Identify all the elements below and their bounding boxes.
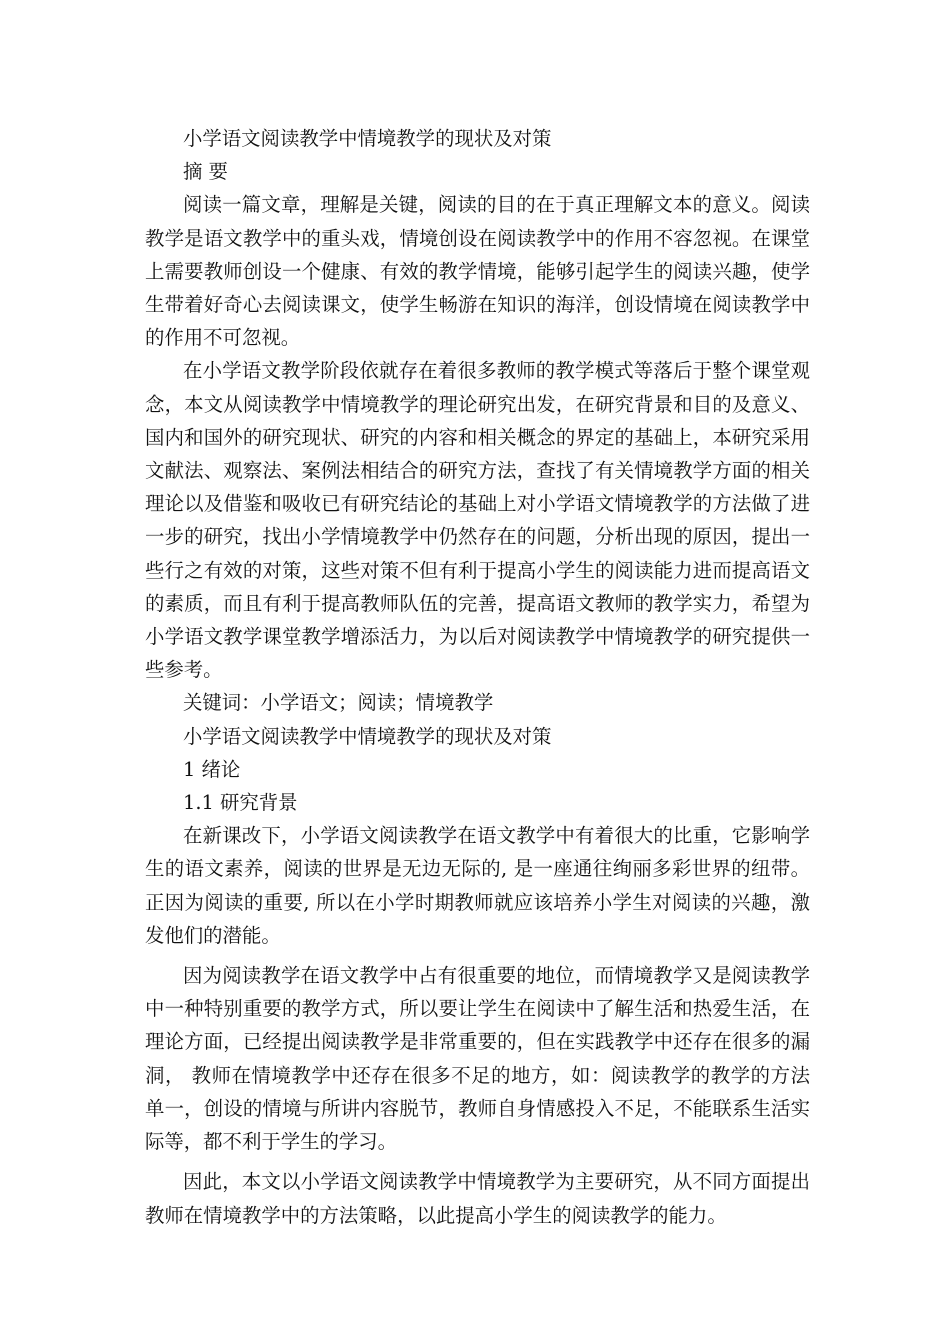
- body-paragraph: 因为阅读教学在语文教学中占有很重要的地位，而情境教学又是阅读教学中一种特别重要的教学方式，所以要让学生在阅读中了解生活和热爱生活，在理论方面，已经提出阅读教学是非常重要的，但在实践教学中还存在很多的漏洞， 教师在情境教学中还存在很多不足的地方，如：阅读教学的教学的方法单一，创设的情境与所讲内容脱节，教师自身情感投入不足，不能联系生活实际等，都不利于学生的学习。: [145, 964, 810, 1154]
- abstract-paragraph: 阅读一篇文章，理解是关键，阅读的目的在于真正理解文本的意义。阅读教学是语文教学中的重头戏，情境创设在阅读教学中的作用不容忽视。在课堂上需要教师创设一个健康、有效的教学情境，能够引起学生的阅读兴趣，使学生带着好奇心去阅读课文，使学生畅游在知识的海洋，创设情境在阅读教学中的作用不可忽视。: [145, 193, 810, 350]
- body-paragraph: 在新课改下，小学语文阅读教学在语文教学中有着很大的比重，它影响学生的语文素养，阅读的世界是无边无际的, 是一座通往绚丽多彩世界的纽带。正因为阅读的重要, 所以在小学时期教师就应该培养小学生对阅读的兴趣，激发他们的潜能。: [145, 824, 810, 947]
- keywords-line: 关键词：小学语文；阅读；情境教学: [183, 691, 494, 715]
- subsection-heading: 1.1 研究背景: [183, 791, 298, 815]
- body-paragraph: 因此，本文以小学语文阅读教学中情境教学为主要研究，从不同方面提出教师在情境教学中的方法策略，以此提高小学生的阅读教学的能力。: [145, 1170, 810, 1227]
- document-title: 小学语文阅读教学中情境教学的现状及对策: [183, 127, 552, 150]
- document-title-repeat: 小学语文阅读教学中情境教学的现状及对策: [183, 724, 552, 748]
- document-body: [145, 122, 810, 1232]
- section-heading: 1 绪论: [183, 757, 241, 781]
- abstract-heading: 摘 要: [183, 160, 228, 184]
- abstract-paragraph: 在小学语文教学阶段依就存在着很多教师的教学模式等落后于整个课堂观念，本文从阅读教学中情境教学的理论研究出发，在研究背景和目的及意义、国内和国外的研究现状、研究的内容和相关概念的界定的基础上，本研究采用文献法、观察法、案例法相结合的研究方法，查找了有关情境教学方面的相关理论以及借鉴和吸收已有研究结论的基础上对小学语文情境教学的方法做了进一步的研究，找出小学情境教学中仍然存在的问题，分析出现的原因，提出一些行之有效的对策，这些对策不但有利于提高小学生的阅读能力进而提高语文的素质，而且有利于提高教师队伍的完善，提高语文教师的教学实力，希望为小学语文教学课堂教学增添活力，为以后对阅读教学中情境教学的研究提供一些参考。: [145, 359, 810, 682]
